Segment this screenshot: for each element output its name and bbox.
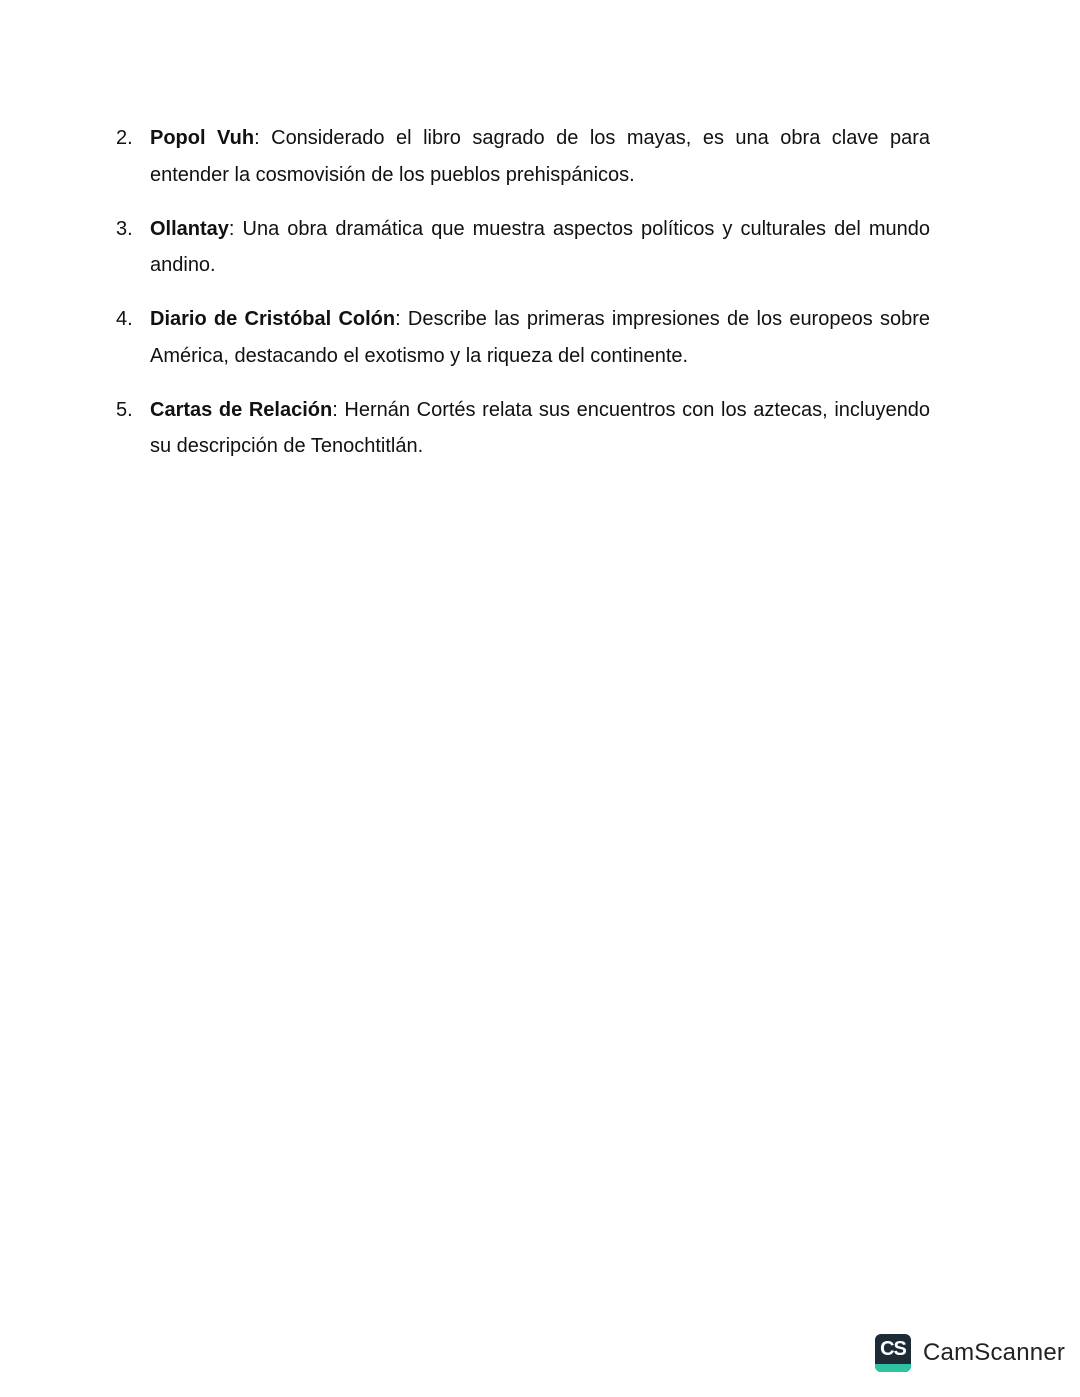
item-text: : Hernán Cortés relata sus encuentros con los aztecas, incluyendo su descripción de Tenochtitlán. xyxy=(150,398,930,457)
item-number: 4. xyxy=(116,308,133,330)
logo-text: CS xyxy=(880,1338,906,1360)
camscanner-watermark xyxy=(875,1334,1065,1372)
list-item xyxy=(116,211,930,284)
camscanner-logo-icon xyxy=(875,1334,911,1372)
item-text: : Describe las primeras impresiones de los europeos sobre América, destacando el exotismo y la riqueza del continente. xyxy=(150,308,930,367)
item-text: : Considerado el libro sagrado de los mayas, es una obra clave para entender la cosmovisión de los pueblos prehispánicos. xyxy=(150,127,931,186)
item-title: Cartas de Relación xyxy=(150,398,333,421)
item-text: : Una obra dramática que muestra aspectos políticos y culturales del mundo andino. xyxy=(150,217,930,276)
item-number: 3. xyxy=(116,217,133,240)
item-title: Ollantay xyxy=(150,217,229,240)
numbered-list xyxy=(116,120,930,482)
list-item xyxy=(116,301,930,374)
list-item xyxy=(116,392,930,465)
list-item xyxy=(116,120,930,193)
item-number: 2. xyxy=(116,127,133,149)
item-title: Popol Vuh xyxy=(150,127,255,149)
logo-accent-bar xyxy=(875,1364,911,1372)
item-number: 5. xyxy=(116,398,133,421)
brand-name: CamScanner xyxy=(923,1339,1066,1366)
item-title: Diario de Cristóbal Colón xyxy=(150,308,396,330)
